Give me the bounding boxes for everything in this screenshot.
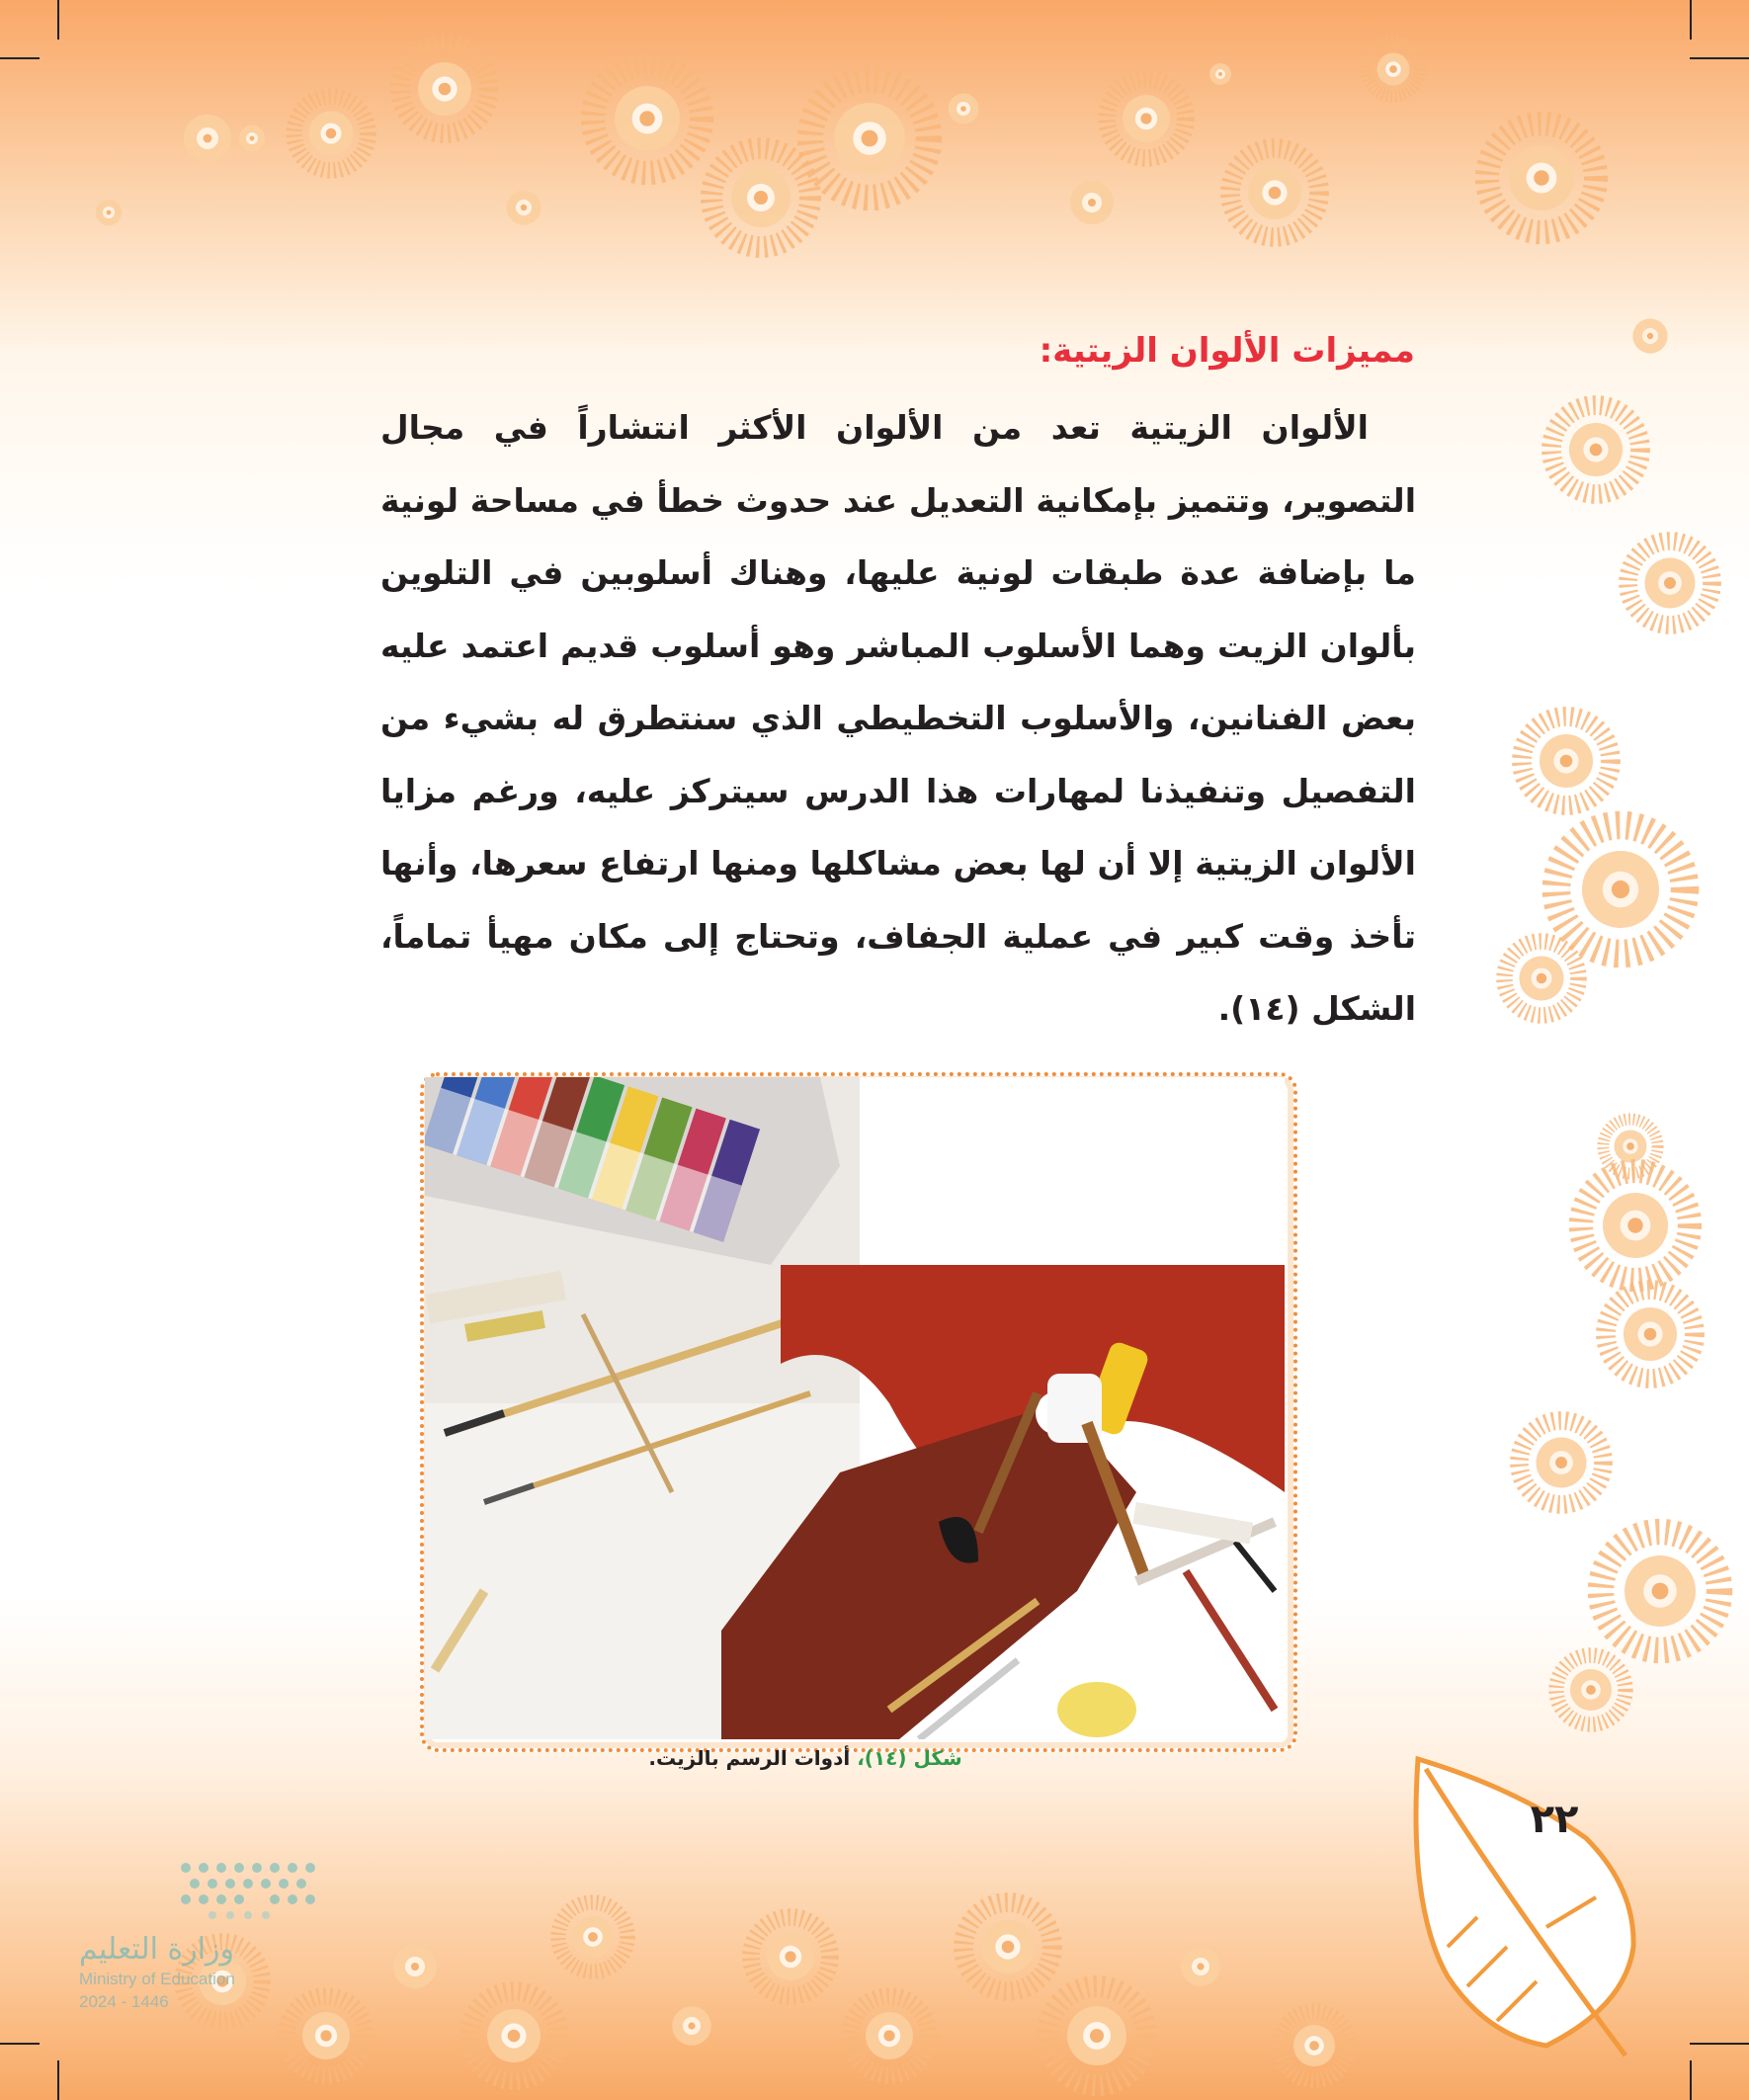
- ministry-name-english: Ministry of Education: [79, 1970, 235, 1988]
- page-number: ٢٢: [1530, 1797, 1579, 1842]
- ministry-name-arabic: وزارة التعليم: [79, 1932, 235, 1967]
- figure-caption-text: أدوات الرسم بالزيت.: [648, 1746, 851, 1770]
- ministry-year: 2024 - 1446: [79, 1992, 169, 2011]
- figure-label: شكل (١٤)،: [857, 1746, 962, 1770]
- body-paragraph: الألوان الزيتية تعد من الألوان الأكثر انتشاراً في مجال التصوير، وتتميز بإمكانية التعديل عند حدوث خطأ في مساحة لونية ما بإضافة عدة طبقات لونية عليها، وهناك أسلوبين في التلوين بألوان الزيت وهما الأسلوب المباشر وهو أسلوب قديم اعتمد عليه بعض الفنانين، والأسلوب التخطيطي الذي سنتطرق له بشيء من التفصيل وتنفيذنا لمهارات هذا الدرس سيتركز عليه، ورغم مزايا الألوان الزيتية إلا أن لها بعض مشاكلها ومنها ارتفاع سعرها، وأنها تأخذ وقت كبير في عملية الجفاف، وتحتاج إلى مكان مهيأ تماماً، الشكل (١٤).: [380, 408, 1416, 1028]
- oil-painting-tools-photo: [425, 1077, 1285, 1739]
- section-heading: مميزات الألوان الزيتية:: [1039, 331, 1415, 371]
- figure-caption: [593, 1746, 1018, 1770]
- ministry-logo-mark: [176, 1858, 354, 1927]
